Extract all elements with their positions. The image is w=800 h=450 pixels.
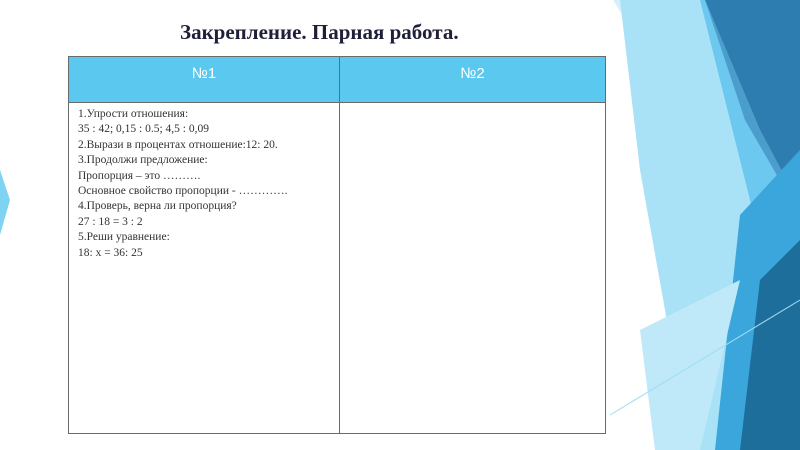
column-header-2: №2 (460, 65, 485, 82)
exercise-table (68, 56, 606, 434)
column-header-1: №1 (191, 65, 217, 82)
task-line: 3.Продолжи предложение: (78, 154, 208, 167)
task-line: 35 : 42; 0,15 : 0.5; 4,5 : 0,09 (78, 123, 209, 136)
column-divider (339, 57, 340, 433)
slide-title: Закрепление. Парная работа. (180, 20, 459, 44)
column1-cell (78, 107, 333, 261)
task-line: 18: х = 36: 25 (78, 246, 143, 259)
task-line: 1.Упрости отношения: (78, 108, 189, 120)
task-line: 2.Вырази в процентах отношение:12: 20. (78, 138, 278, 151)
task-line: 27 : 18 = 3 : 2 (78, 215, 143, 228)
table-header-row (69, 57, 605, 103)
task-line: 4.Проверь, верна ли пропорция? (78, 200, 237, 213)
task-line: Основное свойство пропорции - …………. (78, 185, 288, 198)
left-accent-triangle (0, 170, 10, 235)
task-line: 5.Реши уравнение: (78, 231, 170, 244)
task-line: Пропорция – это ………. (78, 169, 201, 182)
